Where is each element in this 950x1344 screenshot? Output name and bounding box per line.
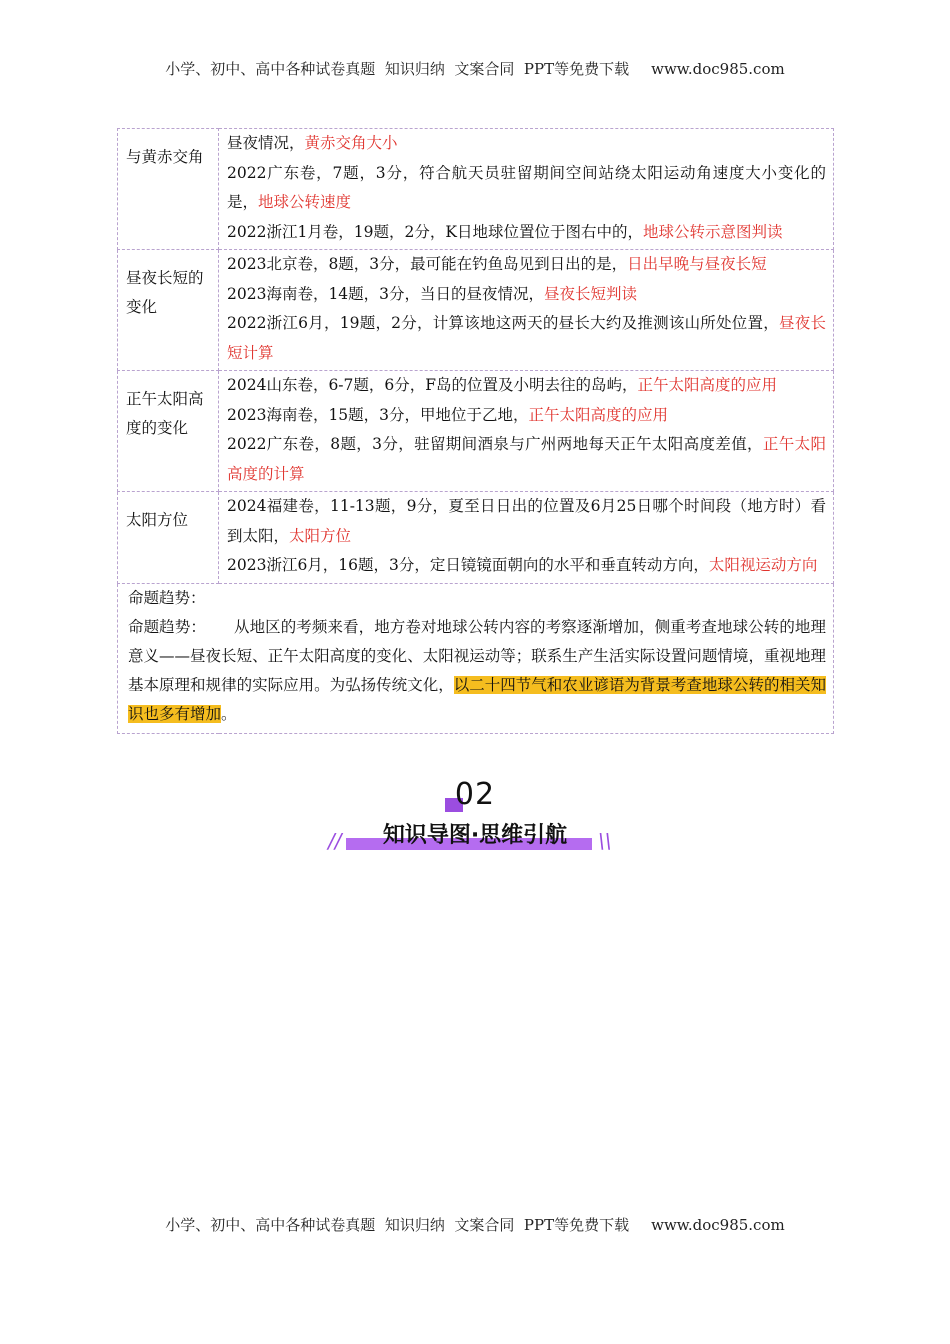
topic-cell: 太阳方位 [118,492,219,584]
exam-item-knowledge-point: 太阳方位 [289,526,352,545]
exam-item-description: 昼夜情况， [227,134,305,152]
exam-item-knowledge-point: 昼夜长短计算 [227,314,826,362]
exam-items-cell [219,371,834,492]
header-url[interactable]: www.doc985.com [651,60,785,78]
trend-body: 从地区的考频来看，地方卷对地球公转内容的考察逐渐增加，侧重考查地球公转的地理意义——昼夜长短、正午太阳高度的变化、太阳视运动等；联系生产生活实际设置问题情境，重视地理基本原理和规律的实际应用。为弘扬传统文化， [128,617,826,694]
exam-item-knowledge-point: 太阳视运动方向 [708,556,818,574]
table-row [118,250,834,371]
topic-cell: 正午太阳高度的变化 [118,371,219,492]
exam-item-description: 2023海南卷，15题，3分，甲地位于乙地， [227,405,529,424]
exam-item [227,218,826,248]
exam-item-knowledge-point: 地球公转速度 [258,193,352,211]
exam-item-knowledge-point: 黄赤交角大小 [304,134,398,152]
footer-text: 小学、初中、高中各种试卷真题 知识归纳 文案合同 PPT等免费下载 [165,1216,630,1234]
section-title: 知识导图·思维引航 [382,823,568,848]
exam-item-description: 2022广东卷，8题，3分，驻留期间酒泉与广州两地每天正午太阳高度差值， [227,435,763,453]
exam-item-description: 2023浙江6月，16题，3分，定日镜镜面朝向的水平和垂直转动方向， [227,556,709,574]
exam-item [227,309,826,368]
exam-items-cell [219,129,834,250]
header-text: 小学、初中、高中各种试卷真题 知识归纳 文案合同 PPT等免费下载 [165,60,630,78]
exam-analysis-table [117,128,834,734]
trend-row [118,583,834,733]
exam-item [227,551,826,581]
topic-cell: 与黄赤交角 [118,129,219,250]
exam-item [227,159,826,218]
exam-item-knowledge-point: 日出早晚与昼夜长短 [627,255,767,273]
trend-highlight: 以二十四节气和农业谚语为背景考查地球公转的相关知识也多有增加 [128,675,826,723]
trend-cell [118,583,834,733]
exam-item-knowledge-point: 正午太阳高度的计算 [227,435,826,483]
trend-heading: 命题趋势： [128,588,206,607]
exam-item [227,492,826,551]
exam-item-description: 2024福建卷，11-13题，9分，夏至日日出的位置及6月25日哪个时间段（地方时）看到太阳， [227,497,826,545]
left-slash-decoration: // [328,829,342,853]
exam-item-knowledge-point: 正午太阳高度的应用 [528,405,669,424]
trend-label: 命题趋势： [128,617,206,636]
exam-item [227,129,826,159]
exam-item-description: 2022广东卷，7题，3分，符合航天员驻留期间空间站绕太阳运动角速度大小变化的是， [227,163,826,211]
section-title-wrap [0,818,950,849]
exam-item-knowledge-point: 正午太阳高度的应用 [637,376,778,394]
right-slash-decoration: \\ [598,829,612,853]
exam-item [227,280,826,310]
exam-items-cell [219,250,834,371]
exam-item-knowledge-point: 地球公转示意图判读 [642,222,783,241]
page-footer [0,1214,950,1235]
exam-item [227,430,826,489]
exam-item-description: 2023北京卷，8题，3分，最可能在钓鱼岛见到日出的是， [227,255,628,273]
exam-item-description: 2022浙江6月，19题，2分，计算该地这两天的昼长大约及推测该山所处位置， [227,314,779,332]
topic-cell: 昼夜长短的变化 [118,250,219,371]
exam-item [227,250,826,280]
section-number: 02 [454,777,496,812]
exam-item-knowledge-point: 昼夜长短判读 [544,284,638,303]
table-row [118,492,834,584]
exam-items-cell [219,492,834,584]
exam-item-description: 2024山东卷，6-7题，6分，F岛的位置及小明去往的岛屿， [227,376,638,394]
exam-item-description: 2022浙江1月卷，19题，2分，K日地球位置位于图右中的， [227,222,643,241]
table-row [118,129,834,250]
table-row [118,371,834,492]
footer-url[interactable]: www.doc985.com [651,1216,785,1234]
page-header [0,58,950,79]
exam-item [227,371,826,401]
exam-item-description: 2023海南卷，14题，3分，当日的昼夜情况， [227,284,545,303]
exam-item [227,401,826,431]
trend-end: 。 [221,704,237,723]
